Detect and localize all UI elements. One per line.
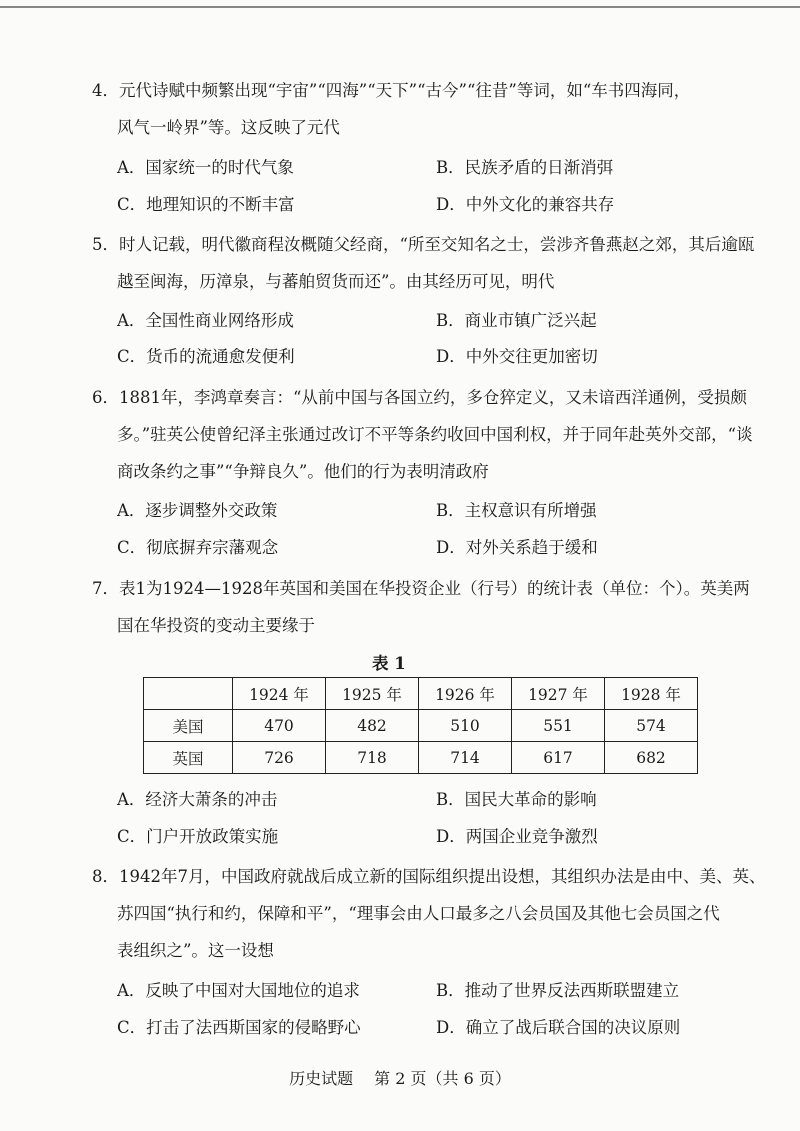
- q4-stem-line1: 4．元代诗赋中频繁出现“宇宙”“四海”“天下”“古今”“往昔”等词，如“车书四海同，: [92, 81, 691, 100]
- table-caption: 表 1: [372, 654, 406, 673]
- q6-option-d: D．对外关系趋于缓和: [436, 538, 598, 557]
- table-cell: 714: [419, 742, 512, 774]
- q6-stem-line1: 6．1881年，李鸿章奏言：“从前中国与各国立约，多仓猝定义，又未谙西洋通例，受损颇: [92, 388, 747, 407]
- table-header-cell: 1927 年: [512, 678, 605, 710]
- q7-option-a: A．经济大萧条的冲击: [117, 790, 278, 809]
- q4-option-a: A．国家统一的时代气象: [117, 158, 294, 177]
- q6-stem-line3: 商改条约之事”“争辩良久”。他们的行为表明清政府: [117, 462, 489, 481]
- q8-option-a: A．反映了中国对大国地位的追求: [117, 981, 360, 1000]
- q4-option-c: C．地理知识的不断丰富: [117, 195, 295, 214]
- table-cell: 718: [326, 742, 419, 774]
- table-cell: 510: [419, 710, 512, 742]
- page-footer: 历史试题 第 2 页（共 6 页）: [289, 1069, 511, 1088]
- table-cell: 617: [512, 742, 605, 774]
- table-cell: 726: [233, 742, 326, 774]
- table-cell: 682: [605, 742, 698, 774]
- table-row: [144, 742, 698, 774]
- table-header-cell: 1925 年: [326, 678, 419, 710]
- q4-option-d: D．中外文化的兼容共存: [436, 195, 615, 214]
- table-row-label: 美国: [144, 710, 233, 742]
- table-header-cell: 1928 年: [605, 678, 698, 710]
- q5-option-a: A．全国性商业网络形成: [117, 311, 294, 330]
- q4-option-b: B．民族矛盾的日渐消弭: [436, 158, 614, 177]
- q8-option-c: C．打击了法西斯国家的侵略野心: [117, 1018, 361, 1037]
- q8-stem-line1: 8．1942年7月，中国政府就战后成立新的国际组织提出设想，其组织办法是由中、美、英、: [92, 867, 766, 886]
- table-cell: 470: [233, 710, 326, 742]
- q6-option-b: B．主权意识有所增强: [436, 501, 597, 520]
- q8-stem-line3: 表组织之”。这一设想: [117, 941, 274, 960]
- top-border-line: [0, 6, 800, 8]
- q7-stem-line1: 7．表1为1924—1928年英国和美国在华投资企业（行号）的统计表（单位：个）。英美两: [92, 579, 750, 598]
- q8-stem-line2: 苏四国“执行和约，保障和平”，“理事会由人口最多之八会员国及其他七会员国之代: [117, 904, 720, 923]
- table-row-label: 英国: [144, 742, 233, 774]
- q7-option-c: C．门户开放政策实施: [117, 827, 279, 846]
- q7-option-d: D．两国企业竞争激烈: [436, 827, 598, 846]
- q7-option-b: B．国民大革命的影响: [436, 790, 597, 809]
- q5-stem-line2: 越至闽海，历漳泉，与蕃舶贸货而还”。由其经历可见，明代: [117, 272, 555, 291]
- q8-option-b: B．推动了世界反法西斯联盟建立: [436, 981, 680, 1000]
- table-cell: 574: [605, 710, 698, 742]
- q7-stem-line2: 国在华投资的变动主要缘于: [117, 616, 315, 635]
- q6-option-c: C．彻底摒弃宗藩观念: [117, 538, 279, 557]
- q5-option-b: B．商业市镇广泛兴起: [436, 311, 597, 330]
- table-header-row: [144, 678, 698, 710]
- investment-table: [143, 677, 698, 774]
- table-header-cell: 1924 年: [233, 678, 326, 710]
- table-cell: 551: [512, 710, 605, 742]
- q6-option-a: A．逐步调整外交政策: [117, 501, 278, 520]
- q8-option-d: D．确立了战后联合国的决议原则: [436, 1018, 681, 1037]
- q5-option-d: D．中外交往更加密切: [436, 347, 598, 366]
- table-header-cell: [144, 678, 233, 710]
- q5-stem-line1: 5．时人记载，明代徽商程汝概随父经商，“所至交知名之士，尝涉齐鲁燕赵之郊，其后逾瓯: [92, 235, 755, 254]
- q5-option-c: C．货币的流通愈发便利: [117, 347, 295, 366]
- table-cell: 482: [326, 710, 419, 742]
- q4-stem-line2: 风气一岭界”等。这反映了元代: [117, 118, 340, 137]
- q6-stem-line2: 多。”驻英公使曾纪泽主张通过改订不平等条约收回中国利权，并于同年赴英外交部，“谈: [117, 425, 753, 444]
- table-header-cell: 1926 年: [419, 678, 512, 710]
- table-row: [144, 710, 698, 742]
